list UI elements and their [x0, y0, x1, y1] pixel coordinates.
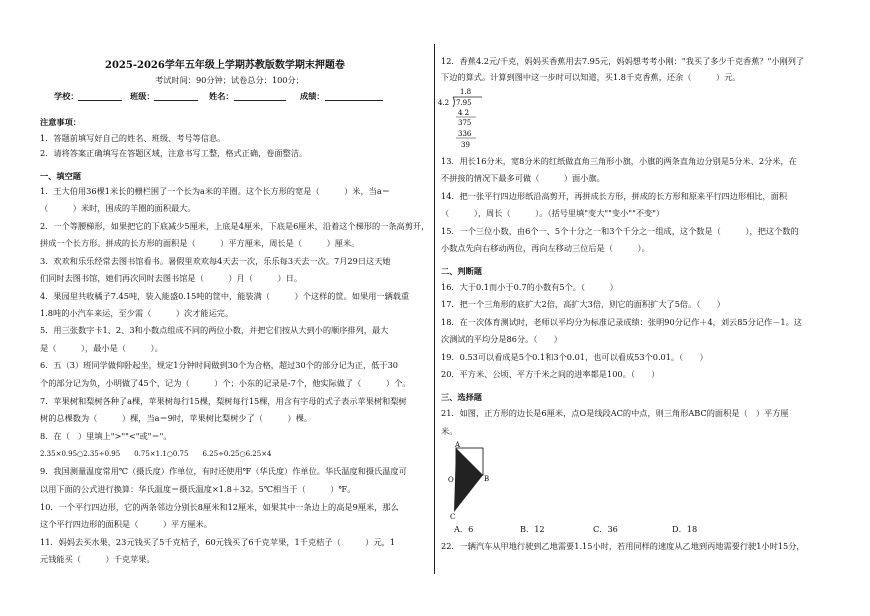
column-divider — [434, 44, 435, 574]
question-line: 9．我国测量温度常用℃（摄氏度）作单位，有时还使用℉（华氏度）作单位。华氏温度和摄氏温度可 — [40, 466, 407, 476]
square-triangle-figure — [446, 440, 496, 520]
question-line: 个的部分记为负，小明做了45个，记为（ ）个；小东的记录是-7个，他实际做了（ ）个。 — [40, 378, 411, 388]
question-line: 5．用三张数字卡1、2、3和小数点组成不同的两位小数，并把它们按从大到小的顺序排列，最大 — [40, 325, 389, 335]
note-item: 1．答题前填写好自己的姓名、班级、考号等信息。 — [40, 133, 226, 143]
label-o: O — [448, 476, 454, 484]
class-label: 班级： — [130, 91, 155, 101]
question-line: 以用下面的公式进行换算：华氏温度＝摄氏温度×1.8＋32。5℃相当于（ ）℉。 — [40, 484, 356, 494]
question-line: 7．苹果树和梨树各种了a棵，苹果树每行15棵，梨树每行15棵，用含有字母的式子表示苹果树和梨树 — [40, 396, 407, 406]
option-d[interactable]: D．18 — [672, 524, 698, 534]
division-bracket — [453, 97, 455, 107]
question-line: 2．一个等腰梯形，如果把它的下底减少5厘米，上底是4厘米，下底是6厘米，沿着这个梯形的一条高剪开， — [40, 221, 430, 231]
notes-heading: 注意事项： — [40, 117, 81, 127]
question-line: 次测试的平均分是86分。（ ） — [441, 334, 562, 344]
question-line: （ ）米时，围成的羊圈的面积最大。 — [40, 203, 196, 213]
division-remainder: 375 — [458, 119, 472, 127]
class-field[interactable] — [154, 91, 198, 101]
question-line: 17．把一个三角形的底扩大2倍，高扩大3倍，则它的面积扩大了5倍。（ ） — [441, 299, 725, 309]
question-line: 21．如图，正方形的边长是6厘米，点O是线段AC的中点，则三角形ABC的面积是（ ）平方厘 — [441, 408, 789, 418]
question-line: （ ），周长（ ）。（括号里填"变大""变小""不变"） — [441, 208, 665, 218]
name-field[interactable] — [234, 91, 286, 101]
section-choice-heading: 三、选择题 — [441, 392, 482, 402]
score-label: 成绩： — [300, 91, 325, 101]
score-field[interactable] — [325, 91, 383, 101]
question-line: 4．果园里共收橘子7.45吨，装入能盛0.15吨的筐中，能装满（ ）个这样的筐。如果用一辆载重 — [40, 291, 410, 301]
question-line: 下边的算式。计算到图中这一步时可以知道，买1.8千克香蕉，还余（ ）元。 — [441, 72, 741, 82]
label-c: C — [450, 513, 456, 520]
division-step: 4 2 — [458, 109, 470, 117]
division-dividend: 7.95 — [456, 99, 472, 107]
section-fill-heading: 一、填空题 — [40, 171, 81, 181]
division-quotient: 1.8 — [460, 88, 472, 96]
exam-title: 2025-2026学年五年级上学期苏教版数学期末押题卷 — [105, 60, 345, 71]
option-b[interactable]: B．12 — [520, 524, 545, 534]
question-line: 这个平行四边形的面积是（ ）平方厘米。 — [40, 519, 212, 529]
label-a: A — [455, 441, 461, 449]
division-remainder: 39 — [461, 141, 470, 149]
triangle-shape — [454, 448, 483, 512]
question-line: 20．平方米、公顷、平方千米之间的进率都是100。（ ） — [441, 369, 660, 379]
question-line: 3．欢欢和乐乐经常去图书馆看书。暑假里欢欢每4天去一次，乐乐每3天去一次。7月29日这天她 — [40, 256, 391, 266]
label-b: B — [484, 475, 490, 483]
question-line: 22．一辆汽车从甲地行驶到乙地需要1.15小时，若用同样的速度从乙地到丙地需要行驶1小时15分， — [441, 541, 805, 551]
option-a[interactable]: A．6 — [454, 524, 474, 534]
question-line: 拼成一个长方形。拼成的长方形的面积是（ ）平方厘米，周长是（ ）厘米。 — [40, 238, 360, 248]
question-line: 6．五（3）班同学做仰卧起坐，规定1分钟时间做到30个为合格，超过30个的部分记为正，低于30 — [40, 360, 399, 370]
question-line: 15．一个三位小数，由6个一、5个十分之一和3个千分之一组成，这个数是（ ），把这个数的 — [441, 226, 799, 236]
question-line: 13．用长16分米，宽8分米的红纸做直角三角形小旗，小旗的两条直角边分别是5分米、2分米，在 — [441, 156, 797, 166]
question-line: 们同时去图书馆，她们再次同时去图书馆是（ ）月（ ）日。 — [40, 273, 303, 283]
note-item: 2．请将答案正确填写在答题区域，注意书写工整，格式正确，卷面整洁。 — [40, 148, 308, 158]
question-line: 8．在（ ）里填上">""<"或"＝"。 — [40, 431, 172, 441]
compare-row: 2.35×0.95○2.35÷0.95 0.75×1.1○0.75 6.25÷0.25○6.25×4 — [40, 450, 272, 458]
question-line: 1.8吨的小汽车来运，至少需（ ）次才能运完。 — [40, 308, 234, 318]
question-line: 元钱能买（ ）千克苹果。 — [40, 554, 155, 564]
long-division-figure — [436, 85, 496, 151]
question-line: 10．一个平行四边形，它的两条邻边分别长8厘米和12厘米，如果其中一条边上的高是9厘米，那么 — [40, 502, 399, 512]
question-line: 树的总棵数为（ ）棵，当a＝9时，苹果树比梨树少了（ ）棵。 — [40, 413, 313, 423]
question-line: 12．香蕉4.2元/千克，妈妈买香蕉用去7.95元，妈妈想考考小刚："我买了多少千克香蕉？"小刚列了 — [441, 56, 805, 66]
question-line: 16．大于0.1而小于0.7的小数有5个。（ ） — [441, 282, 618, 292]
question-line: 11．妈妈去买水果，23元钱买了5千克桔子，60元钱买了6千克苹果，1千克桔子（ ）元，1 — [40, 537, 396, 547]
question-line: 14．把一张平行四边形纸沿高剪开，再拼成长方形，拼成的长方形和原来平行四边形相比，面积 — [441, 191, 788, 201]
section-judge-heading: 二、判断题 — [441, 266, 482, 276]
question-line: 小数点先向右移动两位，再向左移动三位后是（ ）。 — [441, 243, 650, 253]
option-c[interactable]: C．36 — [593, 524, 618, 534]
name-label: 姓名： — [209, 91, 234, 101]
question-line: 是（ ），最小是（ ）。 — [40, 343, 163, 353]
question-line: 不拼接的情况下最多可做（ ）面小旗。 — [441, 173, 605, 183]
school-field[interactable] — [78, 91, 122, 101]
division-step: 336 — [458, 130, 472, 138]
question-line: 18．在一次体育测试时，老师以平均分为标准记录成绩：张明90分记作＋4，刘云85分记作－1。这 — [441, 317, 802, 327]
school-label: 学校： — [54, 91, 79, 101]
question-line: 米。 — [441, 426, 458, 436]
question-line: 1．王大伯用36棵1米长的栅栏围了一个长为a米的羊圈。这个长方形的宽是（ ）米，当a＝ — [40, 186, 390, 196]
division-divisor: 4.2 — [438, 99, 450, 107]
exam-info: 考试时间：90分钟；试卷总分：100分； — [155, 75, 304, 85]
question-line: 19．0.53可以看成是5个0.1和3个0.01，也可以看成53个0.01。（ ） — [441, 352, 708, 362]
